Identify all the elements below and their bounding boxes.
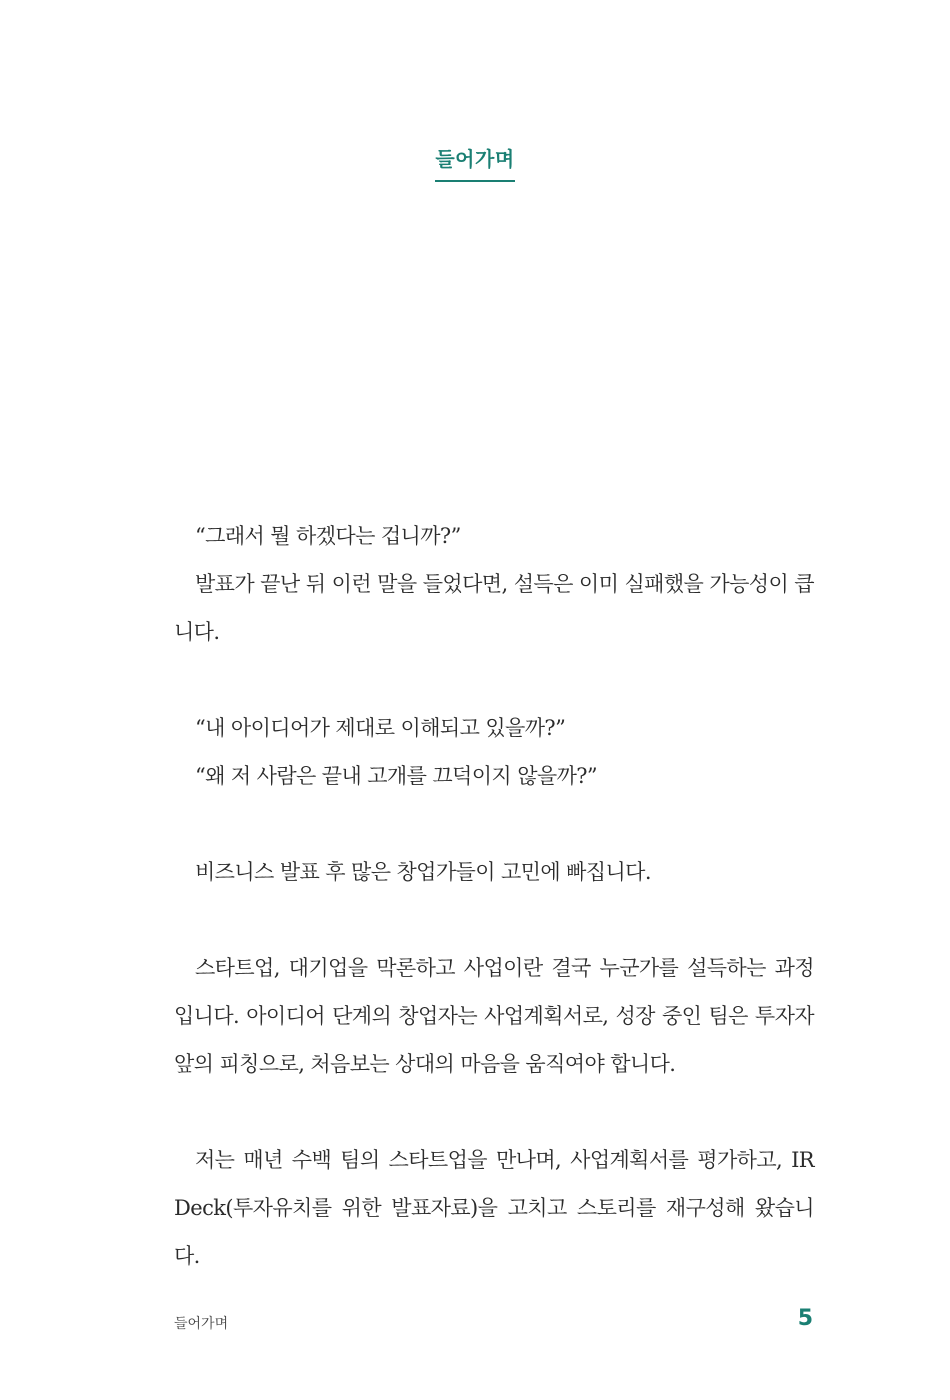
- chapter-title: 들어가며: [435, 143, 514, 182]
- paragraph-quote-1: “그래서 뭘 하겠다는 겁니까?”: [195, 524, 461, 548]
- body-text: [174, 512, 814, 1280]
- running-footer-section: 들어가며: [174, 1316, 229, 1332]
- paragraph-gap: [174, 896, 814, 944]
- paragraph-4: 저는 매년 수백 팀의 스타트업을 만나며, 사업계획서를 평가하고, IR Deck(투자유치를 위한 발표자료)을 고치고 스토리를 재구성해 왔습니다.: [174, 1148, 814, 1268]
- chapter-heading: [0, 143, 950, 182]
- paragraph-gap: [174, 800, 814, 848]
- paragraph-1: 발표가 끝난 뒤 이런 말을 들었다면, 설득은 이미 실패했을 가능성이 큽니다.: [174, 572, 814, 644]
- paragraph-3: 스타트업, 대기업을 막론하고 사업이란 결국 누군가를 설득하는 과정입니다. 아이디어 단계의 창업자는 사업계획서로, 성장 중인 팀은 투자자 앞의 피칭으로, 처음보는 상대의 마음을 움직여야 합니다.: [174, 956, 814, 1076]
- paragraph-gap: [174, 656, 814, 704]
- paragraph-quote-2: “내 아이디어가 제대로 이해되고 있을까?”: [195, 716, 566, 740]
- paragraph-2: 비즈니스 발표 후 많은 창업가들이 고민에 빠집니다.: [195, 860, 651, 884]
- paragraph-quote-3: “왜 저 사람은 끝내 고개를 끄덕이지 않을까?”: [195, 764, 598, 788]
- paragraph-gap: [174, 1088, 814, 1136]
- page-number: 5: [797, 1306, 813, 1331]
